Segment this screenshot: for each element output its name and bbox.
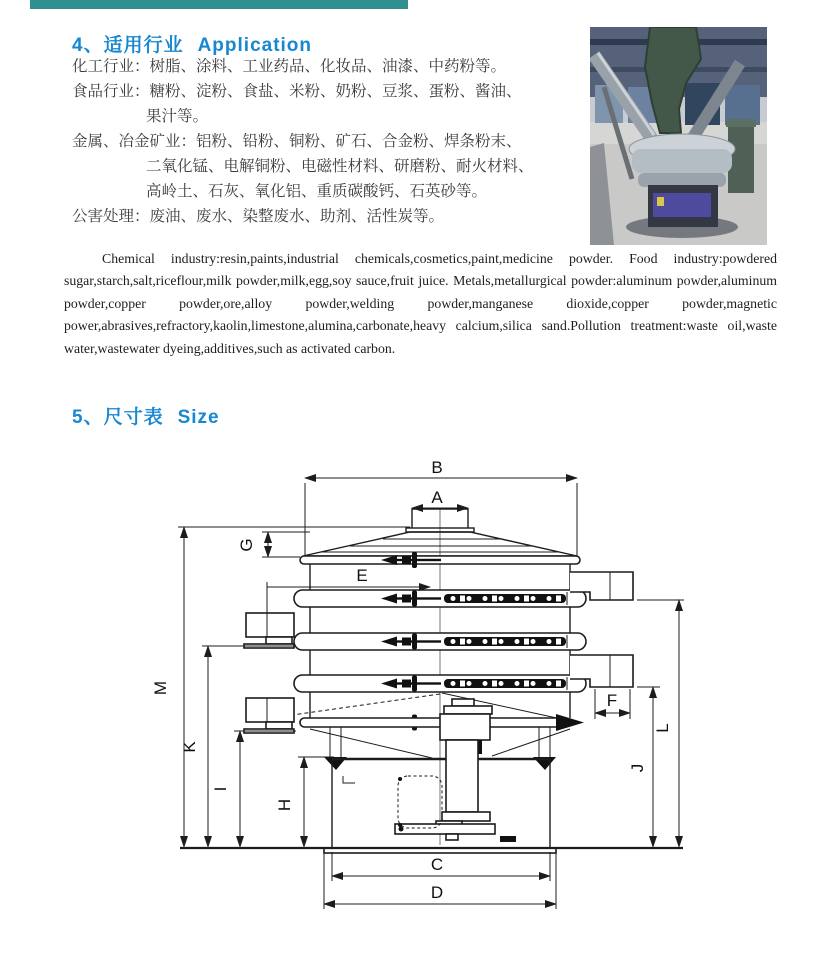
dim-label-j: J <box>628 763 647 773</box>
section4-title-en: Application <box>197 35 313 56</box>
outlet-spout-right <box>570 572 633 687</box>
dim-label-b: B <box>431 458 443 477</box>
section4-title <box>72 30 312 57</box>
dim-label-a: A <box>431 488 443 507</box>
photo-sieve-body <box>632 149 732 173</box>
machine-outline <box>180 509 683 853</box>
industry-line: 果汁等。 <box>146 108 209 125</box>
clamp-bolts <box>381 552 441 731</box>
section5-title <box>72 402 220 429</box>
industry-line: 化工行业：树脂、涂料、工业药品、化妆品、油漆、中药粉等。 <box>72 58 507 75</box>
section5-title-zh: 5、尺寸表 <box>72 407 164 428</box>
industry-line: 食品行业：糖粉、淀粉、食盐、米粉、奶粉、豆浆、蛋粉、酱油、 <box>72 83 522 100</box>
size-diagram <box>105 450 705 920</box>
dim-label-g: G <box>237 538 256 552</box>
industry-line: 二氧化锰、电解铜粉、电磁性材料、研磨粉、耐火材料、 <box>146 158 534 175</box>
dim-label-f: F <box>606 691 618 710</box>
dim-label-k: K <box>180 741 199 753</box>
factory-photo <box>590 27 767 245</box>
dim-label-e: E <box>356 566 368 585</box>
section5-title-en: Size <box>177 407 220 428</box>
outlet-spout-left <box>244 613 294 733</box>
dim-label-h: H <box>275 798 294 812</box>
industry-line: 高岭土、石灰、氧化铝、重质碳酸钙、石英砂等。 <box>146 183 488 200</box>
dim-label-d: D <box>430 883 444 902</box>
industry-line: 公害处理：废油、废水、染整废水、助剂、活性炭等。 <box>72 208 445 225</box>
dim-label-i: I <box>211 786 230 792</box>
dim-label-l: L <box>653 723 672 733</box>
industry-list <box>72 54 587 229</box>
dim-label-m: M <box>151 680 170 696</box>
dim-label-c: C <box>430 855 444 874</box>
english-description: Chemical industry:resin,paints,industrial chemicals,cosmetics,paint,medicine powder. Food industry:powdered sugar,starch,salt,riceflour,milk powder,milk,egg,soy sauce,fruit juice. Metals,metallurgical powder:aluminum powder,aluminum powder,copper powder,ore,alloy powder,welding powder,manganese dioxide,copper powder,magnetic power,abrasives,refractory,kaolin,limestone,alumina,carbonate,heavy calcium,silica sand.Pollution treatment:waste oil,waste water,wastewater dyeing,additives,such as activated carbon. <box>64 251 777 356</box>
section4-title-zh: 4、适用行业 <box>72 35 184 56</box>
top-teal-bar <box>30 0 408 9</box>
industry-line: 金属、冶金矿业：铝粉、铅粉、铜粉、矿石、合金粉、焊条粉末、 <box>72 133 522 150</box>
